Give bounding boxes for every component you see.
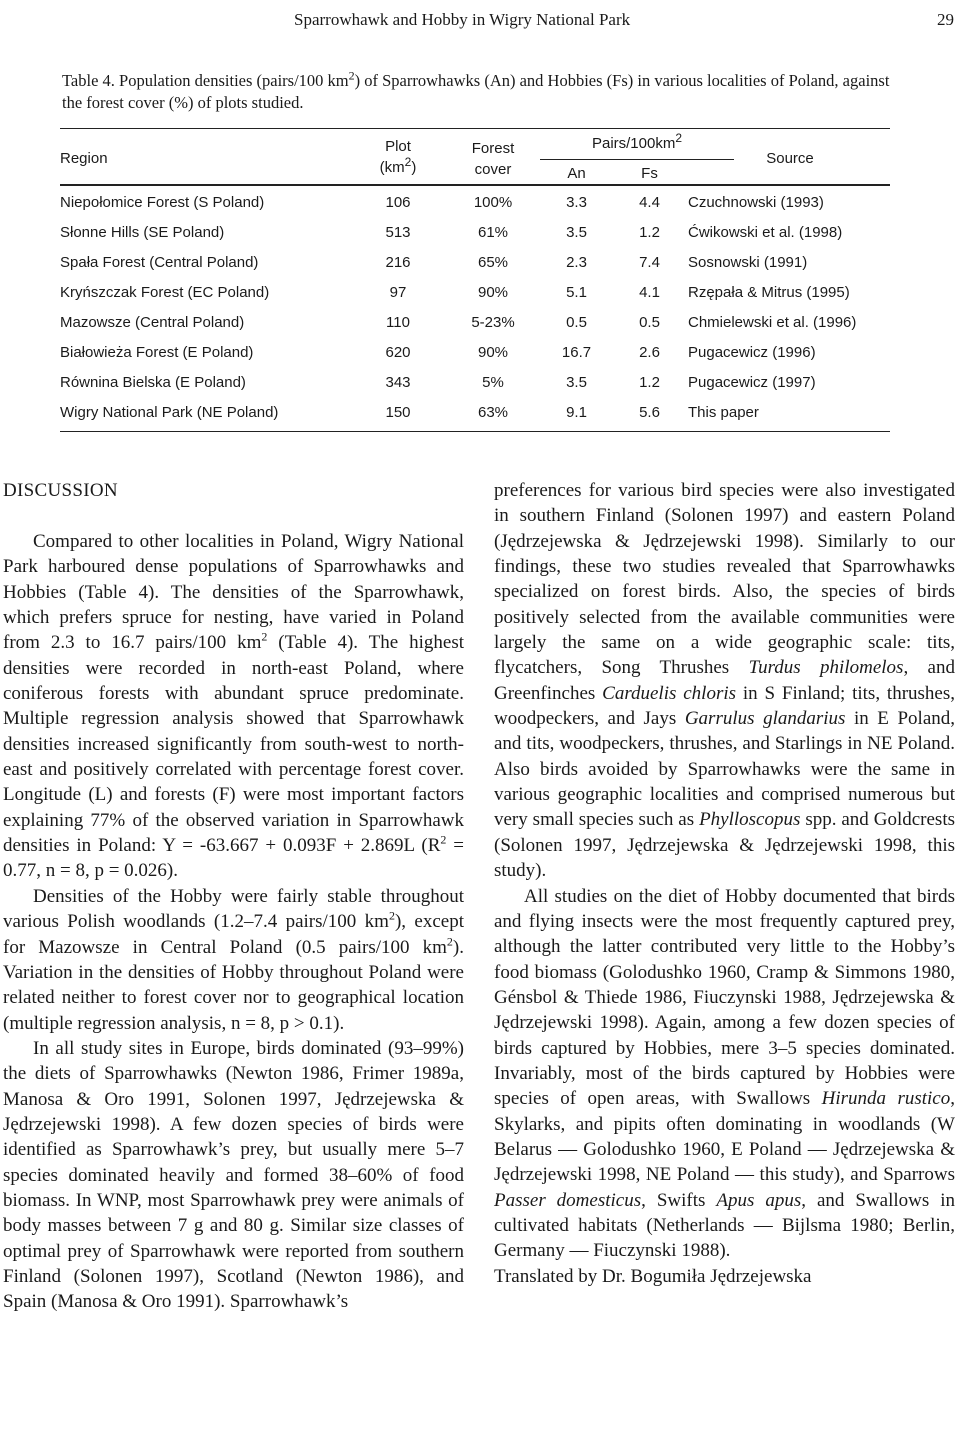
table-row: Równina Bielska (E Poland) 343 5% 3.5 1.2 Pugacewicz (1997) <box>60 374 816 391</box>
header-pairs: Pairs/$100km^2$ <box>591 131 683 152</box>
table-header-rule <box>60 184 890 186</box>
paragraph-prey-preferences: preferences for various bird species were also investigated in southern Finland (Solonen 1997) and eastern Poland (Jędrzejewska & Jędrzejewski 1998). Similarly to our findings, these two studies revealed that Sparrowhawks specialized on forest birds. Also, the species of birds positively selected from the available communities were largely the same on a wide geographic scale: tits, flycatchers, Song Thrushes Turdus philomelos, and Greenfinches Carduelis chloris in S Finland; tits, thrushes, woodpeckers, and Jays Garrulus glandarius in E Poland, and tits, woodpeckers, thrushes, and Starlings in NE Poland. Also birds avoided by Sparrowhawks were the same in various geographic localities and comprised numerous but very small species such as Phylloscopus spp. and Goldcrests (Solonen 1997, Jędrzejewska & Jędrzejewski 1998, this study). <box>494 480 956 882</box>
section-heading-discussion: DISCUSSION <box>3 480 118 501</box>
page-number: 29 <box>937 10 954 29</box>
header-source: Source <box>766 150 814 167</box>
table-bottom-rule <box>60 431 890 432</box>
left-column <box>3 478 464 1315</box>
header-plot: Plot $(km^2)$ <box>379 138 417 176</box>
right-column <box>494 478 955 1289</box>
table-row: Niepołomice Forest (S Poland) 106 100% 3.3 4.4 Czuchnowski (1993) <box>60 194 824 211</box>
table-row: Mazowsze (Central Poland) 110 5-23% 0.5 0.5 Chmielewski et al. (1996) <box>60 314 857 331</box>
pairs-sub-rule <box>540 159 734 160</box>
table-top-rule <box>60 128 890 129</box>
table-row: Kryńszczak Forest (EC Poland) 97 90% 5.1 4.1 Rzępała & Mitrus (1995) <box>60 284 850 301</box>
header-forest-cover: Forest cover <box>471 140 515 178</box>
header-an: An <box>567 165 586 182</box>
table-caption: Table 4. Population densities (pairs/100 $km^2$) of Sparrowhawks (An) and Hobbies (Fs) in various localities of Poland, against the forest cover (%) of plots studied. <box>62 68 890 112</box>
translator-credit: Translated by Dr. Bogumiła Jędrzejewska <box>494 1265 812 1287</box>
table-row: Słonne Hills (SE Poland) 513 61% 3.5 1.2 Ćwikowski et al. (1998) <box>60 224 843 241</box>
running-title: Sparrowhawk and Hobby in Wigry National Park <box>294 10 631 29</box>
paragraph-sparrowhawk-densities: Compared to other localities in Poland, Wigry National Park harboured dense populations of Sparrowhawks and Hobbies (Table 4). The densities of the Sparrowhawk, which prefers spruce for nesting, have varied in Poland from 2.3 to 16.7 pairs/100 $km^2$ (Table 4). The highest densities were recorded in north-east Poland, where coniferous forests with abundant spruce predominate. Multiple regression analysis showed that Sparrowhawk densities increased significantly from south-west to north-east and positively correlated with percentage forest cover. Longitude (L) and forests (F) were most important factors explaining 77% of the observed variation in Sparrowhawk densities in Poland: Y = -63.667 + 0.093F + 2.869L ($R^2 = 0.77$, n = 8, p = 0.026). <box>3 531 464 882</box>
table-row: Wigry National Park (NE Poland) 150 63% 9.1 5.6 This paper <box>60 404 759 421</box>
paragraph-hobby-diet: All studies on the diet of Hobby documented that birds and flying insects were the most frequently captured prey, although the latter contributed very little to the Hobby’s food biomass (Golodushko 1960, Cramp & Simmons 1980, Génsbol & Thiede 1986, Fiuczynski 1988, Jędrzejewska & Jędrzejewski 1998). Again, among a few dozen species of birds captured by Hobbies, mere 3–5 species dominated. Invariably, most of the birds captured by Hobbies were species of open areas, with Swallows Hirunda rustico, Skylarks, and pipits often dominating in woodlands (W Belarus — Golodushko 1960, E Poland — Jędrzejewska & Jędrzejewski 1998, NE Poland — this study), and Sparrows Passer domesticus, Swifts Apus apus, and Swallows in cultivated habitats (Netherlands — Bijlsma 1980; Berlin, Germany — Fiuczynski 1988). <box>494 885 955 1262</box>
header-region: Region <box>60 150 108 167</box>
header-fs: Fs <box>641 165 658 182</box>
paragraph-hobby-densities: Densities of the Hobby were fairly stable throughout various Polish woodlands (1.2–7.4 pairs/100 $km^2$), except for Mazowsze in Central Poland (0.5 pairs/100 $km^2$). Variation in the densities of Hobby throughout Poland were related neither to forest cover nor to geographical location (multiple regression analysis, n = 8, p > 0.1). <box>3 885 464 1034</box>
paragraph-sparrowhawk-diet: In all study sites in Europe, birds dominated (93–99%) the diets of Sparrowhawks (Newton 1986, Frimer 1989a, Manosa & Oro 1991, Solonen 1997, Jędrzejewska & Jędrzejewski 1998). A few dozen species of birds were identified as Sparrowhawk’s prey, but usually mere 5–7 species dominated heavily and formed 38–60% of food biomass. In WNP, most Sparrowhawk prey were animals of body masses between 7 g and 80 g. Similar size classes of optimal prey of Sparrowhawk were reported from southern Finland (Solonen 1997), Scotland (Newton 1986), and Spain (Manosa & Oro 1991). Sparrowhawk’s <box>3 1037 464 1313</box>
table-row: Spała Forest (Central Poland) 216 65% 2.3 7.4 Sosnowski (1991) <box>60 254 808 271</box>
table-row: Białowieża Forest (E Poland) 620 90% 16.7 2.6 Pugacewicz (1996) <box>60 344 816 361</box>
running-head <box>0 10 960 34</box>
